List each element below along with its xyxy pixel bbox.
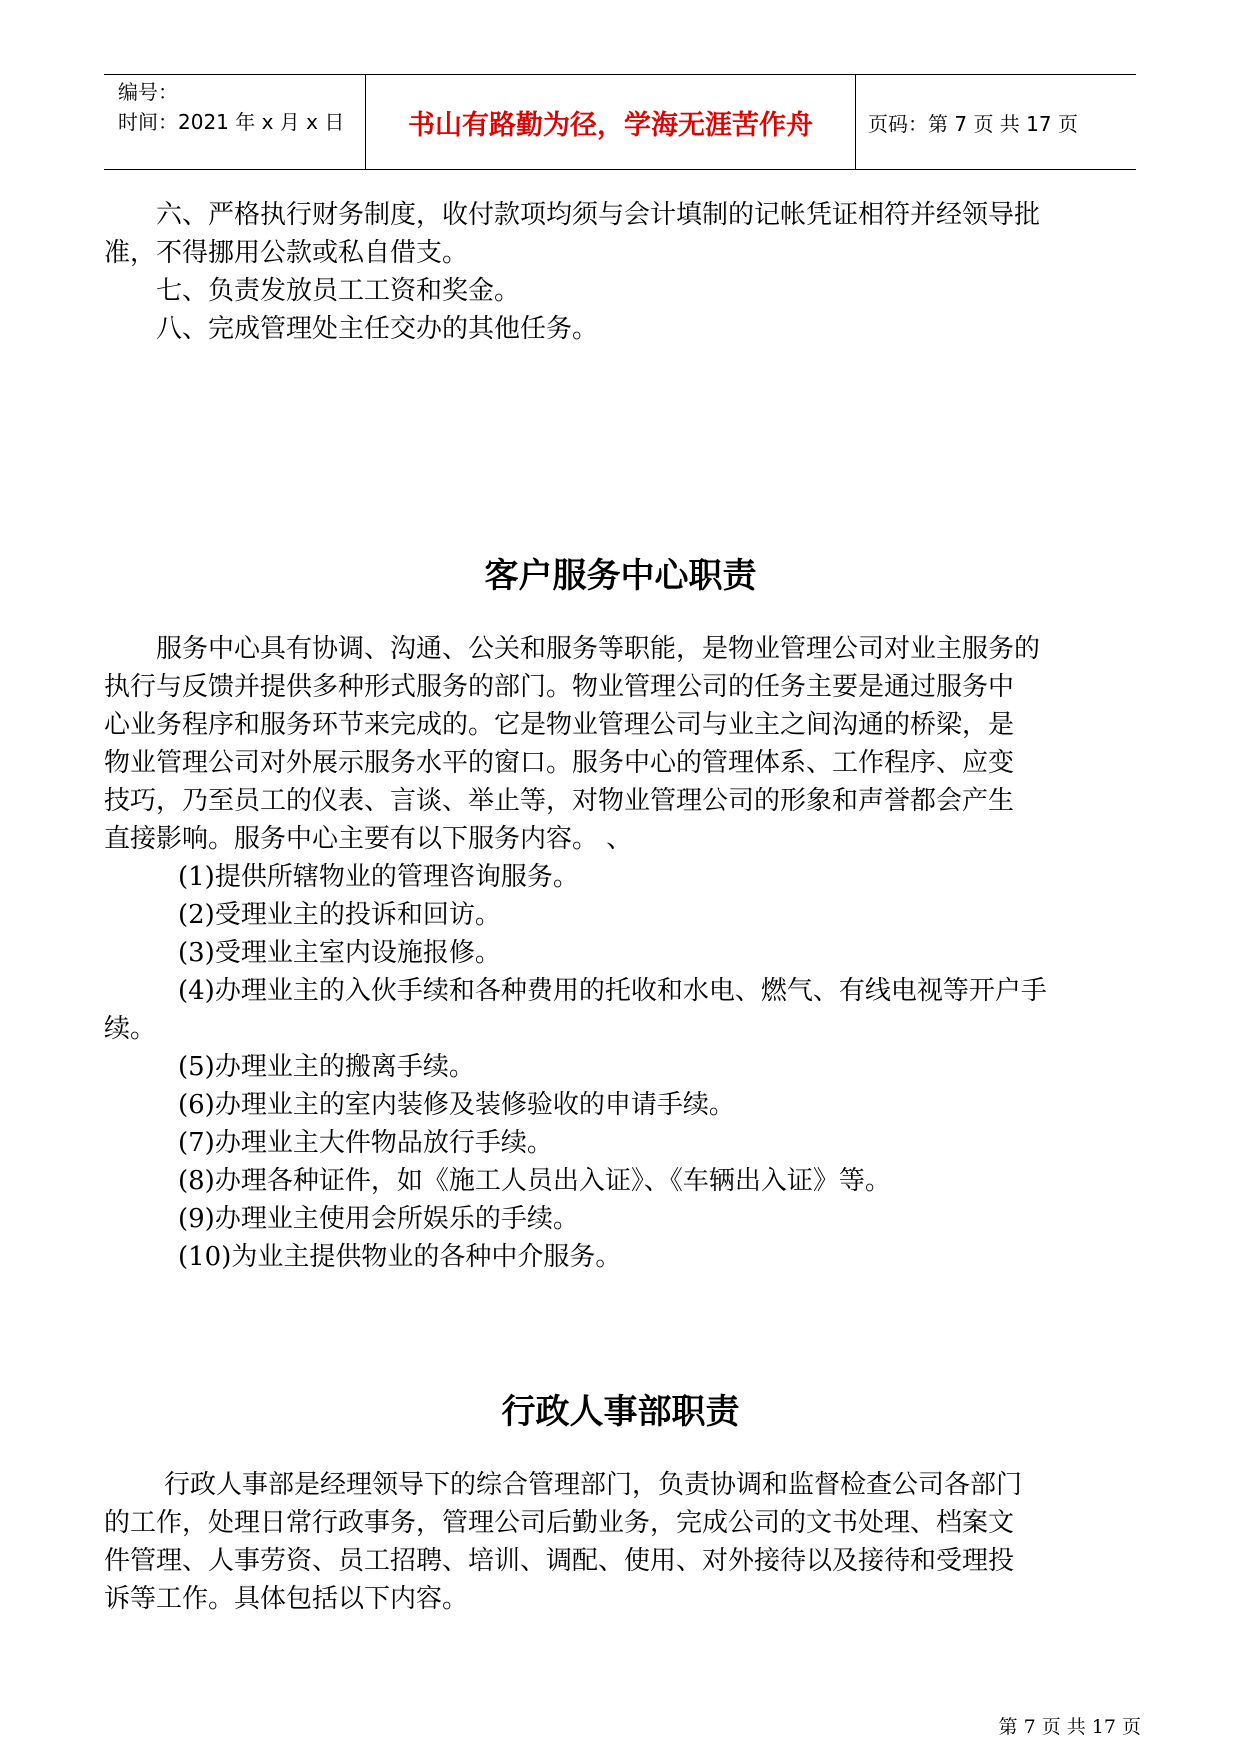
paragraph-line: 六、严格执行财务制度，收付款项均须与会计填制的记帐凭证相符并经领导批 (156, 200, 1041, 230)
paragraph-line: 直接影响。服务中心主要有以下服务内容。 、 (104, 824, 633, 854)
paragraph-line: 心业务程序和服务环节来完成的。它是物业管理公司与业主之间沟通的桥梁，是 (104, 710, 1015, 740)
list-item: (6)办理业主的室内装修及装修验收的申请手续。 (178, 1090, 735, 1120)
list-item: (7)办理业主大件物品放行手续。 (178, 1128, 553, 1158)
list-item: (9)办理业主使用会所娱乐的手续。 (178, 1204, 579, 1234)
paragraph-line: 执行与反馈并提供多种形式服务的部门。物业管理公司的任务主要是通过服务中 (104, 672, 1015, 702)
paragraph-line: 物业管理公司对外展示服务水平的窗口。服务中心的管理体系、工作程序、应变 (104, 748, 1015, 778)
header-motto: 书山有路勤为径，学海无涯苦作舟 (366, 75, 856, 169)
paragraph-line: 准，不得挪用公款或私自借支。 (104, 238, 469, 268)
page-footer: 第 7 页 共 17 页 (998, 1716, 1141, 1738)
document-number-label: 编号： (118, 80, 178, 104)
paragraph-line: 诉等工作。具体包括以下内容。 (104, 1584, 469, 1614)
paragraph-line: 件管理、人事劳资、员工招聘、培训、调配、使用、对外接待以及接待和受理投 (104, 1546, 1015, 1576)
paragraph-line: 的工作，处理日常行政事务，管理公司后勤业务，完成公司的文书处理、档案文 (104, 1508, 1015, 1538)
header-page-info: 页码：第 7 页 共 17 页 (868, 111, 1078, 136)
list-item: (1)提供所辖物业的管理咨询服务。 (178, 862, 579, 892)
paragraph-line: 服务中心具有协调、沟通、公关和服务等职能，是物业管理公司对业主服务的 (156, 634, 1041, 664)
document-date-label: 时间：2021 年 x 月 x 日 (118, 110, 345, 134)
page-header (104, 74, 1136, 170)
paragraph-line: 技巧，乃至员工的仪表、言谈、举止等，对物业管理公司的形象和声誉都会产生 (104, 786, 1015, 816)
section-title-admin-hr: 行政人事部职责 (501, 1392, 740, 1432)
list-item-continuation: 续。 (104, 1014, 157, 1044)
list-item: (5)办理业主的搬离手续。 (178, 1052, 475, 1082)
list-item: (8)办理各种证件，如《施工人员出入证》、《车辆出入证》等。 (178, 1166, 891, 1196)
list-item: (3)受理业主室内设施报修。 (178, 938, 501, 968)
paragraph-line: 行政人事部是经理领导下的综合管理部门，负责协调和监督检查公司各部门 (164, 1470, 1023, 1500)
section-title-customer-service: 客户服务中心职责 (484, 556, 757, 596)
list-item: (4)办理业主的入伙手续和各种费用的托收和水电、燃气、有线电视等开户手 (178, 976, 1047, 1006)
list-item: (2)受理业主的投诉和回访。 (178, 900, 501, 930)
header-meta (104, 75, 366, 169)
list-item: 八、完成管理处主任交办的其他任务。 (156, 314, 599, 344)
list-item: (10)为业主提供物业的各种中介服务。 (178, 1242, 622, 1272)
list-item: 七、负责发放员工工资和奖金。 (156, 276, 521, 306)
